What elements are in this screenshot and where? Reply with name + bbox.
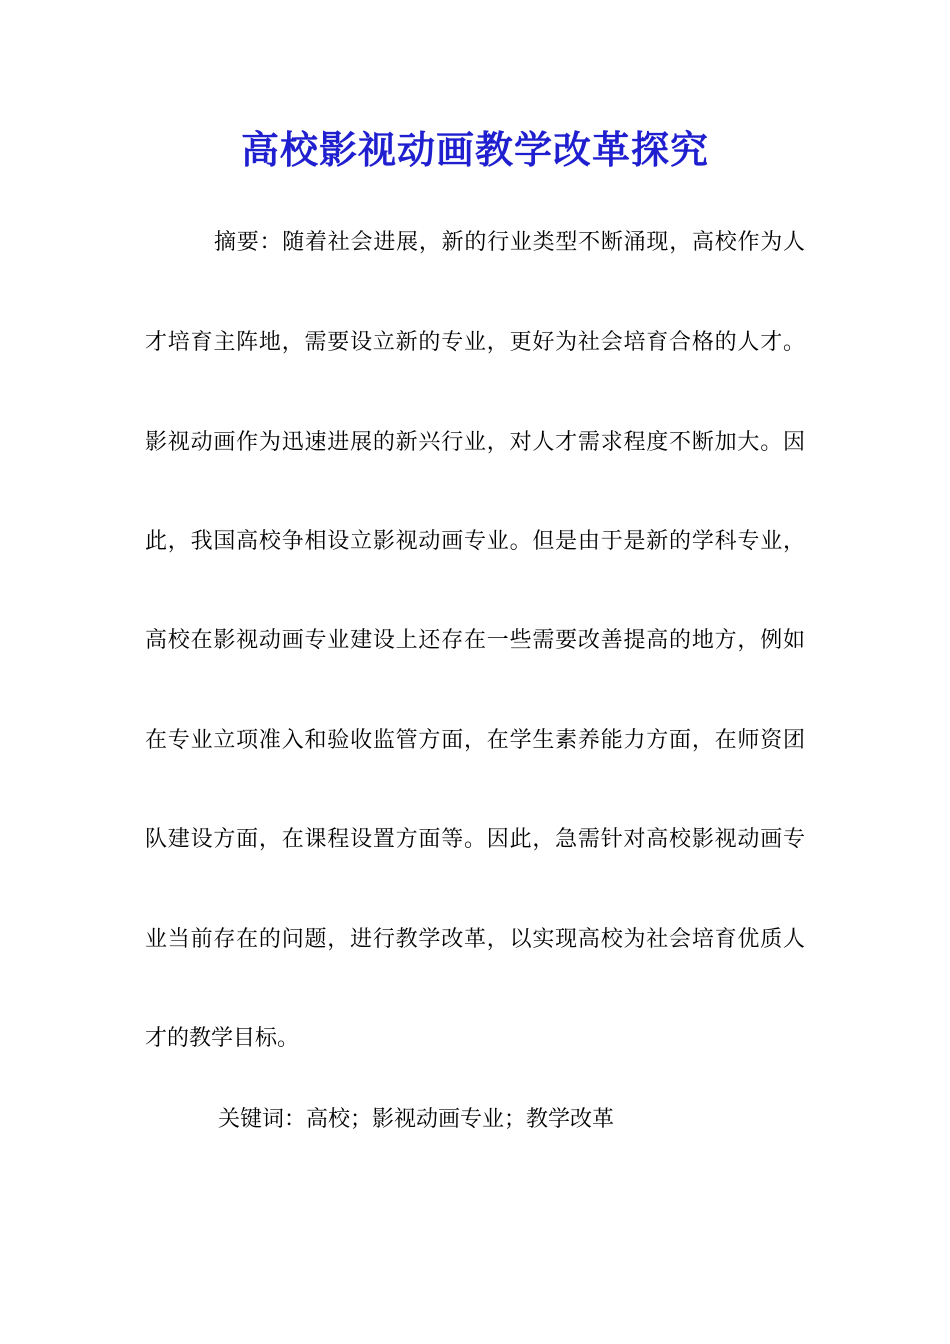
- abstract-line-8: 业当前存在的问题，进行教学改革，以实现高校为社会培育优质人: [145, 927, 805, 952]
- abstract-line-3: 影视动画作为迅速进展的新兴行业，对人才需求程度不断加大。因: [145, 430, 805, 455]
- abstract-line-5: 高校在影视动画专业建设上还存在一些需要改善提高的地方，例如: [145, 628, 805, 653]
- abstract-line-2: 才培育主阵地，需要设立新的专业，更好为社会培育合格的人才。: [145, 330, 805, 355]
- abstract-line-4: 此，我国高校争相设立影视动画专业。但是由于是新的学科专业，: [145, 529, 805, 554]
- abstract-line-6: 在专业立项准入和验收监管方面，在学生素养能力方面，在师资团: [145, 728, 805, 753]
- keywords-line: 关键词：高校；影视动画专业；教学改革: [218, 1107, 615, 1132]
- abstract-line-1: 摘要：随着社会进展，新的行业类型不断涌现，高校作为人: [214, 230, 805, 255]
- document-title: 高校影视动画教学改革探究: [240, 127, 709, 172]
- abstract-line-9: 才的教学目标。: [145, 1026, 300, 1051]
- abstract-line-7: 队建设方面，在课程设置方面等。因此，急需针对高校影视动画专: [145, 827, 805, 852]
